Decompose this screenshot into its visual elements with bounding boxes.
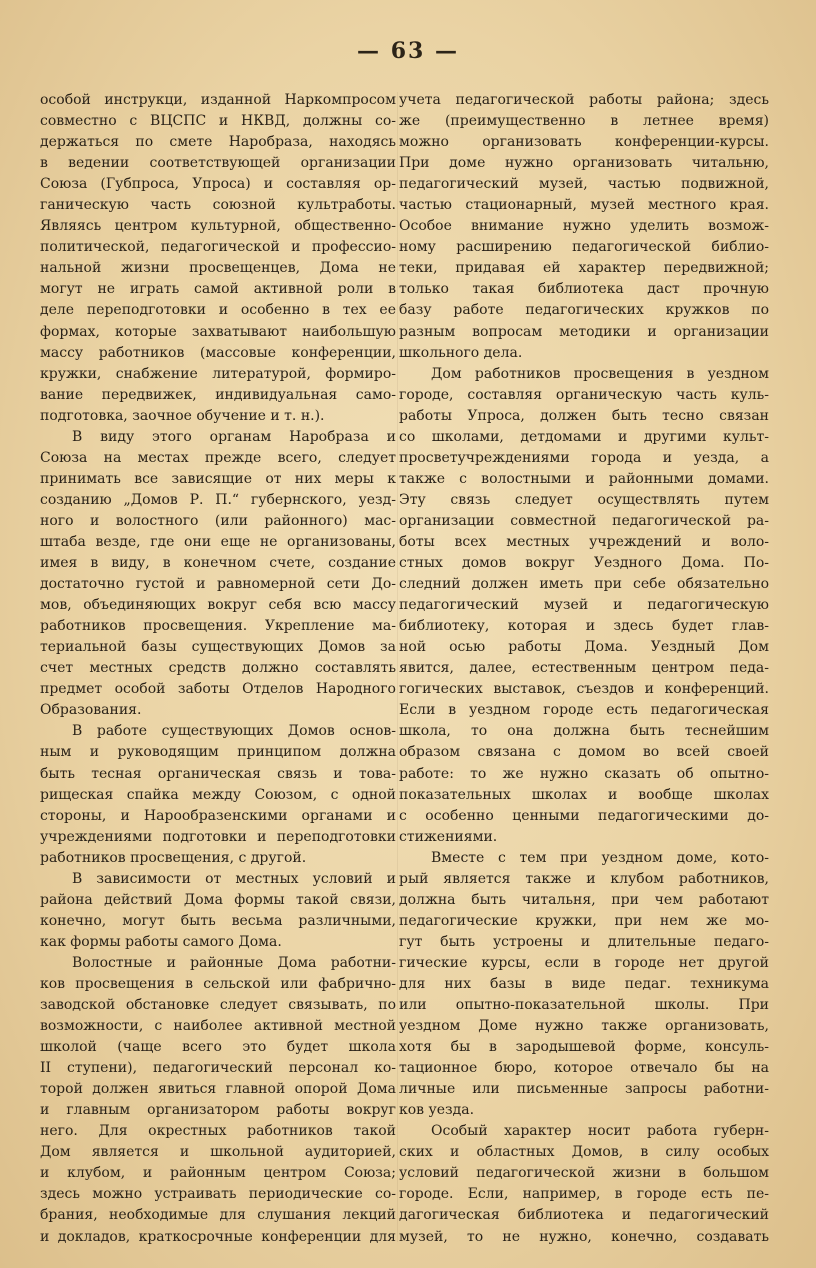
text-line: мов, объединяющих вокруг себя всю массу [40,597,396,614]
text-line: или опытно-показательной школы. При [399,997,769,1014]
text-line: массу работников (массовые конференции, [40,344,396,361]
text-line: Вместе с тем при уездном доме, кото- [431,849,769,866]
text-line: же (преимущественно в летнее время) [399,113,769,130]
text-line: Дом работников просвещения в уездном [431,365,769,382]
text-line: могут не играть самой активной роли в [40,281,396,298]
text-line: базу работе педагогических кружков по [399,302,769,319]
text-line: него. Для окрестных работников такой [40,1123,396,1140]
text-line: счет местных средств должно составлять [40,660,396,677]
text-line: Образования. [40,702,142,719]
text-line: подготовка, заочное обучение и т. н.). [40,407,325,424]
text-line: с особенно ценными педагогическими до- [399,807,769,824]
text-line: работников просвещения. Укрепление ма- [40,618,396,635]
text-line: можно организовать конференции-курсы. [399,134,769,151]
text-line: предмет особой заботы Отделов Народного [40,681,396,698]
text-line: личные или письменные запросы работни- [399,1081,769,1098]
text-line: Особый характер носит работа губерн- [431,1123,769,1140]
text-line: особой инструкци, изданной Наркомпросом [40,92,396,108]
text-line: просветучреждениями города и уезда, а [399,449,769,466]
page-number: — 63 — [357,38,459,64]
text-line: только такая библиотека даст прочную [399,281,769,298]
text-line: школа, то она должна быть теснейшим [399,723,769,740]
text-line: следний должен иметь при себе обязательно [399,576,769,593]
text-line: созданию „Домов Р. П.“ губернского, уезд- [40,491,396,508]
text-line: Дом является и школьной аудиторией, [40,1144,396,1161]
text-line: тационное бюро, которое отвечало бы на [399,1060,769,1077]
text-line: териальной базы существующих Домов за [40,639,396,656]
text-line: со школами, детдомами и другими культ- [399,428,769,445]
text-line: школьного дела. [399,344,523,361]
text-line: разным вопросам методики и организации [399,323,769,340]
text-line: Союза на местах прежде всего, следует [40,449,396,466]
text-line: музей, то не нужно, конечно, создавать [399,1228,769,1245]
text-line: учета педагогической работы района; здесь [399,92,769,108]
text-line: организации совместной педагогической ра- [399,512,769,529]
text-line: деле переподготовки и особенно в тех ее [40,302,396,319]
text-line: заводской обстановке следует связывать, по [40,997,396,1014]
text-line: работников просвещения, с другой. [40,849,307,866]
text-line: ной осью работы Дома. Уездный Дом [399,639,769,656]
text-line: быть тесная органическая связь и това- [40,765,396,782]
text-line: школой (чаще всего это будет школа [40,1039,396,1056]
text-line: В работе существующих Домов основ- [72,723,396,740]
text-line: гут быть устроены и длительные педаго- [399,933,769,950]
text-line: городе, составляя органическую часть куль- [399,386,769,403]
text-line: боты всех местных учреждений и воло- [399,533,769,550]
text-line: конечно, могут быть весьма различными, [40,912,396,929]
text-line: должна быть читальня, при чем работают [399,891,769,908]
text-line: политической, педагогической и профессио- [40,239,396,256]
text-line: и главным организатором работы вокруг [40,1102,396,1119]
text-line: условий педагогической жизни в большом [399,1165,769,1182]
text-line: ков уезда. [399,1102,475,1119]
text-line: гические курсы, если в городе нет другой [399,954,769,971]
text-line: ских и областных Домов, в силу особых [399,1144,769,1161]
text-line: теки, придавая ей характер передвижной; [399,260,769,277]
text-line: дагогическая библиотека и педагогический [399,1207,769,1224]
text-line: принимать все зависящие от них меры к [40,470,396,487]
text-line: Эту связь следует осуществлять путем [399,491,769,508]
text-line: библиотеку, которая и здесь будет глав- [399,618,769,635]
text-line: II ступени), педагогический персонал ко- [40,1060,396,1077]
text-line: достаточно густой и равномерной сети До- [40,576,396,593]
text-line: для них базы в виде педаг. техникума [399,975,769,992]
text-line: При доме нужно организовать читальню, [399,155,769,172]
text-line: и докладов, краткосрочные конференции для [40,1228,396,1245]
text-line: формах, которые захватывают наибольшую [40,323,396,340]
text-line: стороны, и Нарообразенскими органами и [40,807,396,824]
text-line: явится, далее, естественным центром педа- [399,660,769,677]
text-line: возможности, с наиболее активной местной [40,1018,396,1035]
text-line: ным и руководящим принципом должна [40,744,396,761]
text-line: брания, необходимые для слушания лекций [40,1207,396,1224]
text-line: ганическую часть союзной культработы. [40,197,396,214]
text-line: хотя бы в зародышевой форме, консуль- [399,1039,769,1056]
text-line: как формы работы самого Дома. [40,933,282,950]
text-line: Союза (Губпроса, Упроса) и составляя ор- [40,176,396,193]
text-line: вание передвижек, индивидуальная само- [40,386,396,403]
text-line: кружки, снабжение литературой, формиро- [40,365,396,382]
text-line: ного и волостного (или районного) мас- [40,512,396,529]
text-line: работе: то же нужно сказать об опытно- [399,765,769,782]
text-line: рищеская спайка между Союзом, с одной [40,786,396,803]
text-line: педагогический музей, частью подвижной, [399,176,769,193]
text-line: гогических выставок, съездов и конференций. [399,681,769,698]
text-line: городе. Если, например, в городе есть пе- [399,1186,769,1203]
text-line: показательных школах и вообще школах [399,786,769,803]
text-line: и клубом, и районным центром Союза; [40,1165,396,1182]
text-line: стных домов вокруг Уездного Дома. По- [399,555,769,572]
text-line: работы Упроса, должен быть тесно связан [399,407,769,424]
text-line: учреждениями подготовки и переподготовки [40,828,396,845]
text-line: стижениями. [399,828,498,845]
text-line: торой должен явиться главной опорой Дома [40,1081,396,1098]
text-line: здесь можно устраивать периодические со- [40,1186,396,1203]
text-line: уездном Доме нужно также организовать, [399,1018,769,1035]
text-line: имея в виду, в конечном счете, создание [40,555,396,572]
text-line: Волостные и районные Дома работни- [72,954,396,971]
text-line: ков просвещения в сельской или фабрично- [40,975,396,992]
left-column [40,90,396,1248]
column-gutter [397,92,398,1242]
text-line: Являясь центром культурной, общественно- [40,218,396,235]
text-line: в ведении соответствующей организации [40,155,396,172]
right-column [399,90,769,1248]
text-line: педагогические кружки, при нем же мо- [399,912,769,929]
text-line: совместно с ВЦСПС и НКВД, должны со- [40,113,396,130]
text-line: В зависимости от местных условий и [72,870,396,887]
text-line: Особое внимание нужно уделить возмож- [399,218,769,235]
text-line: рый является также и клубом работников, [399,870,769,887]
text-line: нальной жизни просвещенцев, Дома не [40,260,396,277]
text-line: образом связана с домом во всей своей [399,744,769,761]
text-line: также с волостными и районными домами. [399,470,769,487]
text-line: Если в уездном городе есть педагогическая [399,702,769,719]
text-line: держаться по смете Наробраза, находясь [40,134,396,151]
text-line: штаба везде, где они еще не организованы, [40,533,396,550]
text-line: ному расширению педагогической библио- [399,239,769,256]
text-line: педагогический музей и педагогическую [399,597,769,614]
text-line: частью стационарный, музей местного края. [399,197,769,214]
text-line: района действий Дома формы такой связи, [40,891,396,908]
text-line: В виду этого органам Наробраза и [72,428,396,445]
